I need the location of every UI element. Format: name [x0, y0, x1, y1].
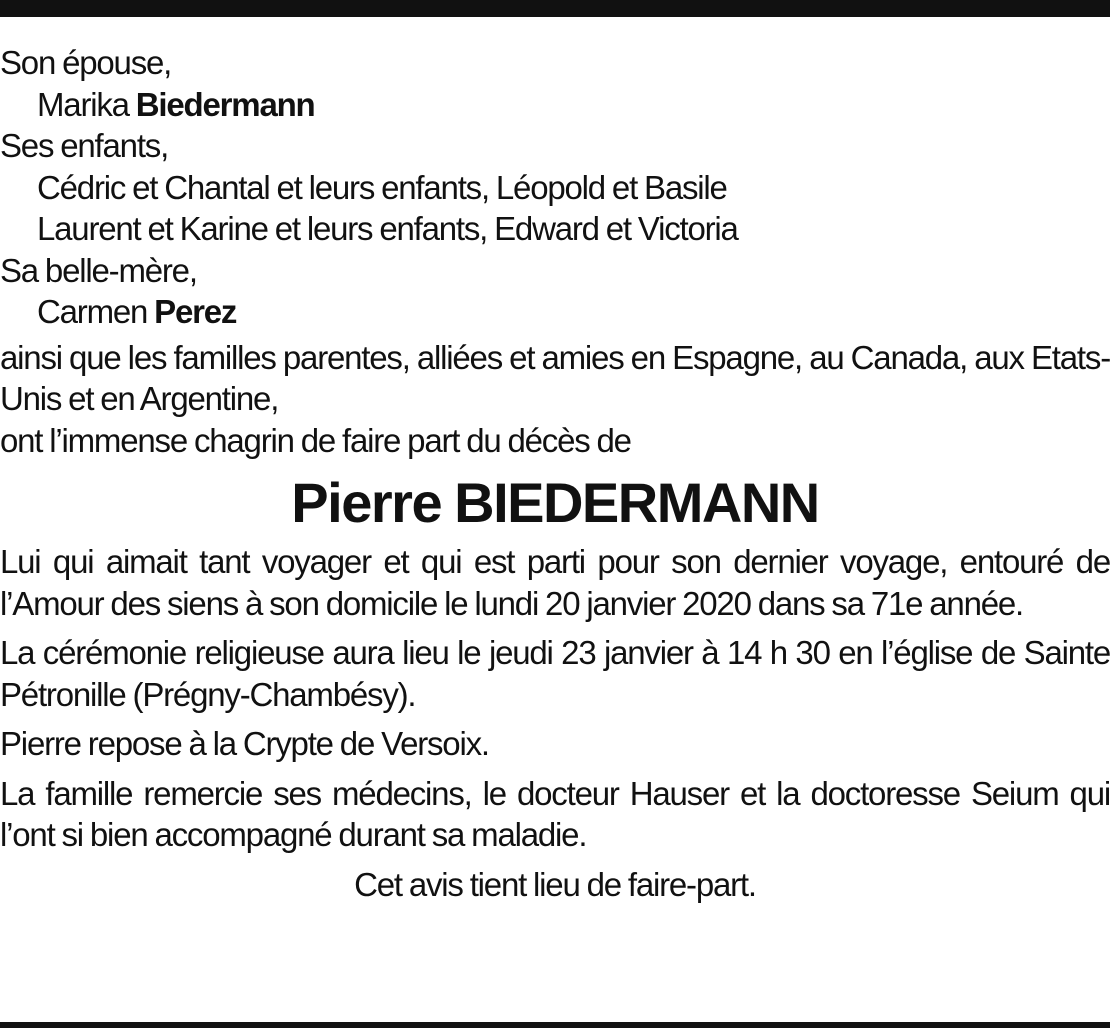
spouse-last-name: Biedermann [135, 85, 315, 123]
announcement-line: ont l’immense chagrin de faire part du décès de [0, 421, 631, 459]
mother-in-law-name [0, 291, 1110, 333]
top-rule [0, 0, 1110, 17]
paragraph-crypt: Pierre repose à la Crypte de Versoix. [0, 725, 489, 762]
deceased-name: Pierre BIEDERMANN [291, 471, 819, 534]
bottom-rule [0, 1022, 1110, 1028]
mother-in-law-last-name: Perez [154, 293, 237, 330]
children-label: Ses enfants, [0, 127, 169, 164]
mother-in-law-label: Sa belle-mère, [0, 251, 197, 289]
child-line-1: Cédric et Chantal et leurs enfants, Léopold et Basile [37, 168, 727, 206]
spouse-first-name: Marika [37, 85, 129, 123]
obituary-notice [0, 42, 1110, 905]
paragraph-thanks: La famille remercie ses médecins, le docteur Hauser et la doctoresse Seium qui l’ont si bien accompagné durant sa maladie. [0, 774, 1110, 853]
paragraph-ceremony: La cérémonie religieuse aura lieu le jeudi 23 janvier à 14 h 30 en l’église de Sainte Pétronille (Prégny-Chambésy). [0, 634, 1110, 713]
spouse-name [0, 84, 1110, 126]
closing-line: Cet avis tient lieu de faire-part. [354, 865, 756, 903]
spouse-label: Son épouse, [0, 44, 172, 81]
paragraph-voyage: Lui qui aimait tant voyager et qui est parti pour son dernier voyage, entouré de l’Amour des siens à son domicile le lundi 20 janvier 2020 dans sa 71e année. [0, 543, 1110, 622]
child-line-2: Laurent et Karine et leurs enfants, Edward et Victoria [37, 210, 738, 247]
mother-in-law-first-name: Carmen [37, 293, 148, 330]
relatives-line: ainsi que les familles parentes, alliées et amies en Espagne, au Canada, aux Etats-Unis et en Argentine, [0, 338, 1110, 417]
